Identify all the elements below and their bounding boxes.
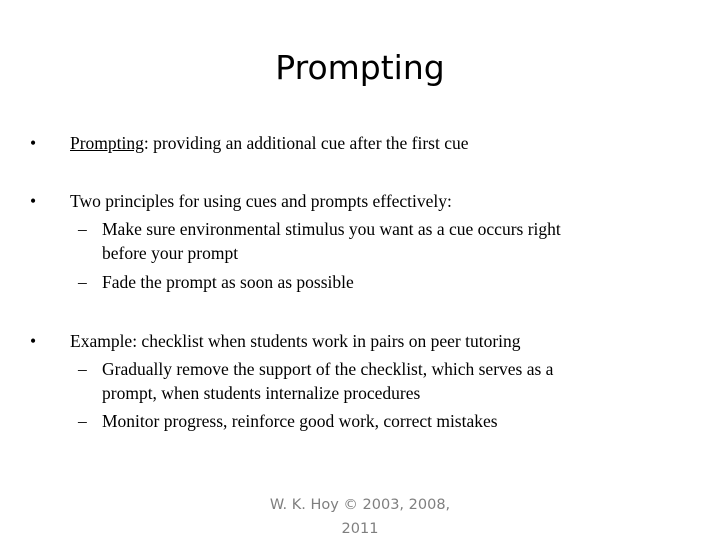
- dash-icon: –: [78, 411, 87, 431]
- sub-bullet-line: Gradually remove the support of the checklist, which serves as a: [102, 359, 554, 379]
- dash-icon: –: [78, 272, 87, 292]
- sub-bullet-text: Fade the prompt as soon as possible: [102, 272, 354, 292]
- bullet-icon: •: [30, 133, 37, 153]
- dash-icon: –: [78, 359, 87, 379]
- bullet-text: Example: checklist when students work in pairs on peer tutoring: [70, 331, 521, 351]
- sub-bullet-text: [102, 357, 648, 405]
- sub-bullet-text: [102, 217, 648, 265]
- sub-bullet-line: Make sure environmental stimulus you want as a cue occurs right: [102, 219, 561, 239]
- bullet-icon: •: [30, 191, 37, 211]
- footer-line: 2011: [341, 521, 379, 537]
- bullet-text: [70, 131, 670, 155]
- bullet-term: Prompting: [70, 133, 144, 153]
- slide-title: Prompting: [275, 48, 445, 87]
- bullet-text: Two principles for using cues and prompts effectively:: [70, 191, 452, 211]
- footer-copyright: [240, 493, 480, 541]
- bullet-definition: : providing an additional cue after the first cue: [143, 133, 469, 153]
- bullet-icon: •: [30, 331, 37, 351]
- sub-bullet-line: prompt, when students internalize procedures: [102, 383, 421, 403]
- dash-icon: –: [78, 219, 87, 239]
- sub-bullet-line: before your prompt: [102, 243, 239, 263]
- footer-line: W. K. Hoy © 2003, 2008,: [269, 497, 451, 513]
- sub-bullet-text: Monitor progress, reinforce good work, correct mistakes: [102, 411, 498, 431]
